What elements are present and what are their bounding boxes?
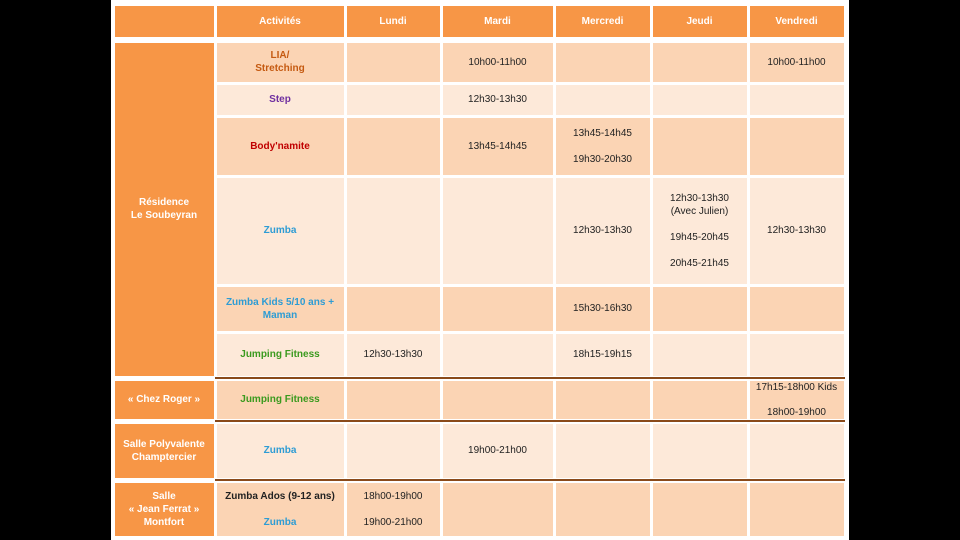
cell-line: 18h00-19h00 <box>363 490 423 502</box>
cell-line: 19h45-20h45 <box>670 231 729 243</box>
cell-line: 13h45-14h45 <box>573 127 632 139</box>
time-cell <box>347 424 440 478</box>
cell-line: Zumba Ados (9-12 ans) <box>225 490 335 502</box>
time-cell <box>653 483 747 536</box>
time-cell <box>556 85 650 115</box>
cell-line: 13h45-14h45 <box>468 140 527 152</box>
time-cell <box>443 118 553 175</box>
cell-line: 12h30-13h30 <box>573 225 632 236</box>
activity-cell <box>217 381 344 419</box>
time-cell <box>347 85 440 115</box>
time-cell <box>347 287 440 331</box>
cell-line: 12h30-13h30 <box>670 192 729 204</box>
location-cell <box>115 483 214 536</box>
cell-line: Zumba <box>263 225 297 236</box>
cell-line: 15h30-16h30 <box>573 303 632 314</box>
time-cell <box>653 424 747 478</box>
cell-line: Champtercier <box>131 451 197 463</box>
activity-cell <box>217 178 344 284</box>
activity-cell <box>217 424 344 478</box>
header-day-1 <box>443 6 553 37</box>
time-cell <box>443 381 553 419</box>
schedule-table <box>111 0 849 540</box>
activity-cell <box>217 287 344 331</box>
time-cell <box>347 178 440 284</box>
time-cell <box>653 287 747 331</box>
time-cell <box>750 178 844 284</box>
time-cell <box>653 118 747 175</box>
time-cell <box>750 287 844 331</box>
time-cell <box>750 118 844 175</box>
cell-line: Step <box>269 94 291 105</box>
time-cell <box>347 43 440 82</box>
cell-line: 10h00-11h00 <box>468 56 527 68</box>
cell-line: 10h00-11h00 <box>767 56 826 68</box>
time-cell <box>556 381 650 419</box>
time-cell <box>556 424 650 478</box>
time-cell <box>750 381 844 419</box>
cell-line: Zumba <box>263 445 297 456</box>
header-day-4 <box>750 6 844 37</box>
location-cell <box>115 424 214 478</box>
cell-line: Montfort <box>143 516 185 528</box>
cell-line: « Jean Ferrat » <box>128 503 200 515</box>
cell-line: Résidence <box>138 197 190 208</box>
header-day-0 <box>347 6 440 37</box>
header-activities-label: Activités <box>259 15 301 27</box>
time-cell <box>443 43 553 82</box>
activity-cell <box>217 85 344 115</box>
cell-line: 18h15-19h15 <box>573 349 632 360</box>
header-day-label: Lundi <box>379 15 407 27</box>
activity-cell <box>217 118 344 175</box>
cell-line: 12h30-13h30 <box>767 225 826 236</box>
time-cell <box>750 483 844 536</box>
cell-line: 19h30-20h30 <box>573 153 632 165</box>
group-separator <box>215 420 845 422</box>
time-cell <box>443 85 553 115</box>
time-cell <box>443 178 553 284</box>
time-cell <box>653 85 747 115</box>
time-cell <box>443 424 553 478</box>
location-cell <box>115 43 214 376</box>
cell-line: Zumba <box>263 516 297 528</box>
time-cell <box>556 178 650 284</box>
time-cell <box>556 287 650 331</box>
cell-line: 12h30-13h30 <box>468 94 527 105</box>
group-separator <box>215 479 845 481</box>
time-cell <box>750 85 844 115</box>
activity-cell <box>217 334 344 376</box>
cell-line: 12h30-13h30 <box>363 349 423 360</box>
time-cell <box>556 118 650 175</box>
time-cell <box>653 334 747 376</box>
cell-line: « Chez Roger » <box>127 394 201 405</box>
cell-line: 19h00-21h00 <box>468 445 527 456</box>
cell-line: Jumping Fitness <box>240 349 320 360</box>
header-day-label: Mercredi <box>581 15 624 27</box>
activity-cell <box>217 483 344 536</box>
cell-line: 20h45-21h45 <box>670 257 729 269</box>
group-separator <box>215 377 845 379</box>
cell-line: Le Soubeyran <box>130 210 198 221</box>
cell-line: Salle Polyvalente <box>123 438 205 450</box>
header-activities <box>217 6 344 37</box>
cell-line: 19h00-21h00 <box>363 516 423 528</box>
cell-line: Salle <box>152 490 176 502</box>
header-day-label: Mardi <box>484 15 511 27</box>
activity-cell <box>217 43 344 82</box>
time-cell <box>750 424 844 478</box>
header-day-3 <box>653 6 747 37</box>
time-cell <box>347 483 440 536</box>
time-cell <box>347 381 440 419</box>
header-day-label: Vendredi <box>775 15 818 27</box>
time-cell <box>556 334 650 376</box>
cell-line: Stretching <box>255 63 305 74</box>
time-cell <box>443 287 553 331</box>
cell-line: 18h00-19h00 <box>767 406 826 418</box>
location-cell <box>115 381 214 419</box>
cell-line: (Avec Julien) <box>670 205 729 217</box>
time-cell <box>347 334 440 376</box>
time-cell <box>750 334 844 376</box>
time-cell <box>443 334 553 376</box>
time-cell <box>347 118 440 175</box>
cell-line: Jumping Fitness <box>240 394 320 405</box>
cell-line: Zumba Kids 5/10 ans + <box>225 296 335 308</box>
cell-line: Maman <box>262 309 298 321</box>
time-cell <box>653 381 747 419</box>
time-cell <box>750 43 844 82</box>
cell-line: 17h15-18h00 Kids <box>755 381 838 393</box>
time-cell <box>556 43 650 82</box>
cell-line: Body'namite <box>250 140 310 152</box>
header-day-label: Jeudi <box>686 15 713 27</box>
time-cell <box>443 483 553 536</box>
header-day-2 <box>556 6 650 37</box>
header-corner <box>115 6 214 37</box>
time-cell <box>653 178 747 284</box>
time-cell <box>653 43 747 82</box>
cell-line: LIA/ <box>270 50 290 61</box>
time-cell <box>556 483 650 536</box>
